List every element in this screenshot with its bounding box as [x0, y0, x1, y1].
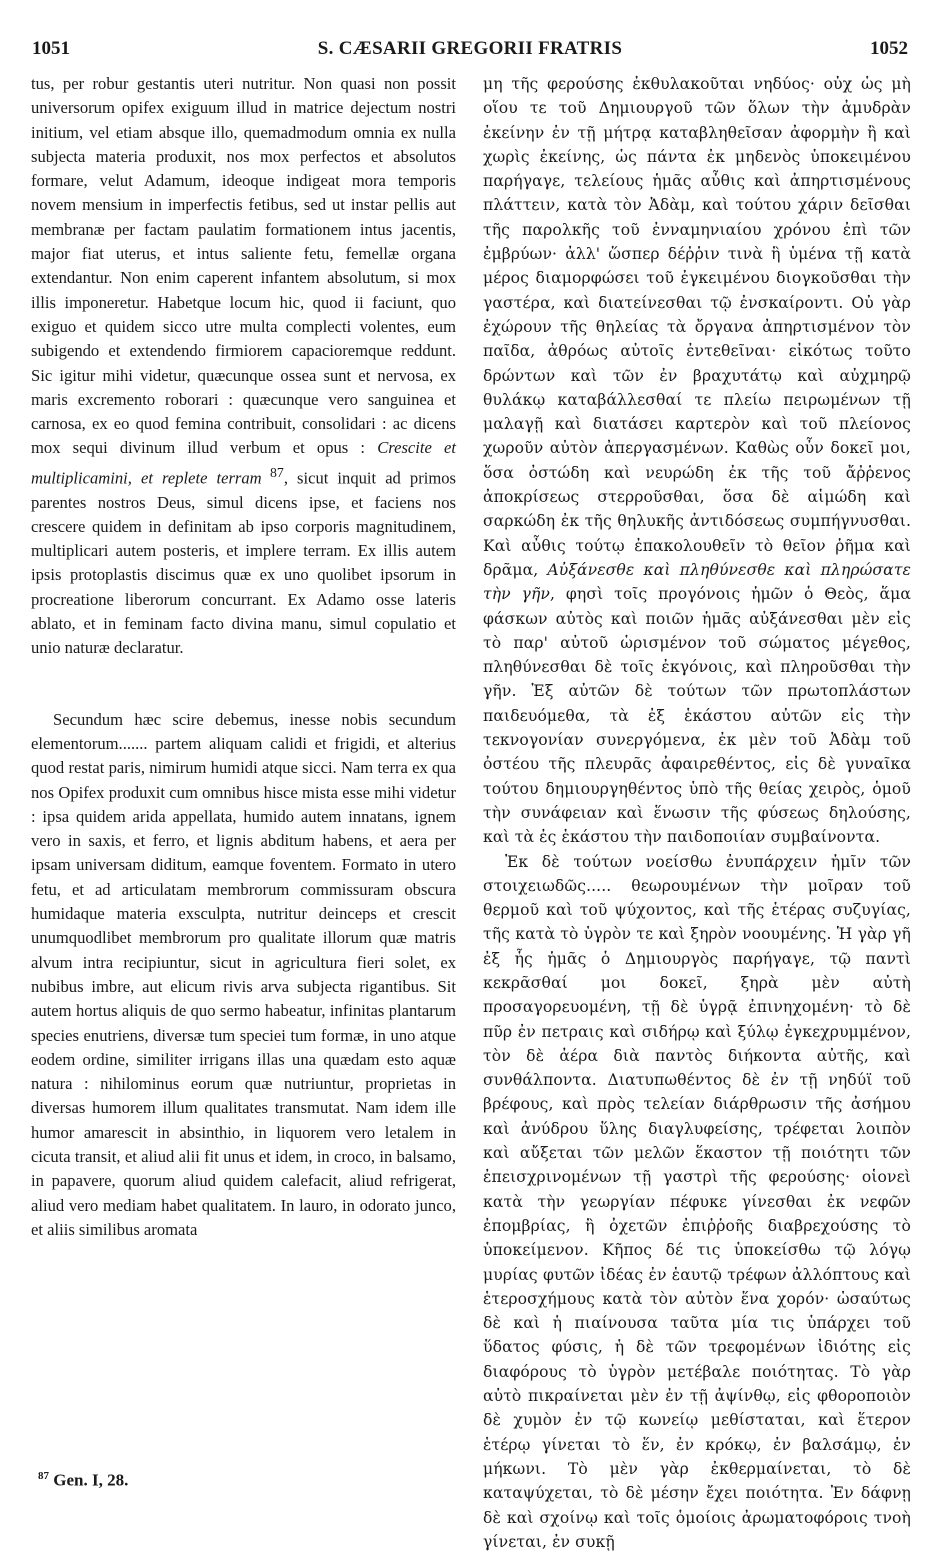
- greek-text: μη τῆς φερούσης ἐκθυλακοῦται νηδύος· οὐχ ὡς μὴ οἵου τε τοῦ Δημιουργοῦ τῶν ὅλων τὴν ἀμυδρὰν ἐκείνην ἐν τῇ μήτρᾳ καταβληθεῖσαν ἀφορμὴν ἢ καὶ χωρὶς ἐκείνης, ὡς πάντα ἐκ μηδενὸς ὑποκειμένου παρήγαγε, τελείους ἡμᾶς αὖθις καὶ ἀπηρτισμένους πλάττειν, κατὰ τὸν Ἀδὰμ, καὶ τούτου χάριν δεῖσθαι τῆς παρολκῆς τοῦ ἐνναμηνιαίου χρόνου ἐπὶ τῶν ἐμβρύων· ἀλλ' ὥσπερ δέῤῥιν τινὰ ἢ ὑμένα τῇ κατὰ μέρος διαμορφώσει τοῦ ἐγκειμένου διογκοῦσθαι τὴν γαστέρα, καὶ διατείνεσθαι τῷ ἐνσκαίροντι. Οὐ γὰρ ἐχώρουν τῆς θηλείας τὰ ὄργανα ἀπηρτισμένον τὸν παῖδα, ἀθρόως αὐτοῖς ἐντεθεῖναι· εἰκότως τοῦτο δρώντων καὶ τῶν ἐν βραχυτάτῳ καὶ αὐχμηρῷ θυλάκῳ καταβάλλεσθαί τε πλείω πειρωμένων τῇ μαλαγῇ καὶ διατάσει καρτερὸν καὶ τοῦ πλείονος χωροῦν αὐτὸν ἀπεργασμένων. Καθὼς οὖν δοκεῖ μοι, ὅσα ὀστώδη καὶ νευρώδη ἐκ τῆς τοῦ ἄῤῥενος ἀποκρίσεως στερροῦσθαι, ὅσα δὲ αἱμώδη καὶ σαρκώδη ἐκ τῆς θηλυκῆς ἀντιδόσεως συμπήγνυσθαι. Καὶ αὖθις τούτῳ ἐπακολουθεῖν τὸ θεῖον ῥῆμα καὶ δρᾶμα,: [483, 75, 911, 579]
- footnote-reference: 87: [262, 465, 284, 480]
- greek-paragraph-1: [483, 72, 911, 850]
- paragraph-gap: [31, 661, 456, 708]
- greek-column: [483, 72, 911, 1554]
- footnote-mark: 87: [38, 1470, 49, 1482]
- latin-column: [31, 72, 456, 1242]
- page-number-left: 1051: [32, 38, 70, 60]
- greek-paragraph-2: Ἐκ δὲ τούτων νοείσθω ἐνυπάρχειν ἡμῖν τῶν στοιχειωδῶς..... θεωρουμένων τὴν μοῖραν τοῦ θερμοῦ καὶ τοῦ ψύχοντος, καὶ τῆς ἑτέρας συζυγίας, τῆς κατὰ τὸ ὑγρὸν τε καὶ ξηρὸν νοουμένης. Ἡ γὰρ γῆ ἐξ ἧς ἡμᾶς ὁ Δημιουργὸς παρήγαγε, τῷ παντὶ κεκρᾶσθαί μοι δοκεῖ, ξηρὰ μὲν αὐτὴ προσαγορευομένη, τῇ δὲ ὑγρᾷ ἐπινηχομένη· τὸ δὲ πῦρ ἐν πετραις καὶ σιδήρῳ καὶ ξύλῳ ἐγκεχρυμμένον, τὸν δὲ ἀέρα διὰ παντὸς διήκοντα αὐτῆς, καὶ συνθάλποντα. Διατυπωθέντος δὲ ἐν τῇ νηδύϊ τοῦ βρέφους, καὶ πρὸς τελείαν διάρθρωσιν τῆς ἀσήμου καὶ ἀνύδρου ὕλης διαγλυφείσης, τρέφεται λοιπὸν καὶ αὔξεται τῶν μελῶν ἕκαστον τῇ ποιότητι τῶν ἐπεισχρινομένων τῇ γαστρὶ τῆς φερούσης· οἱονεὶ κατὰ τὴν γεωργίαν πέφυκε γίνεσθαι ἐκ νεφῶν ἐπομβρίας, ἢ ὀχετῶν ἐπιῤῥοῆς διαβρεχούσης τὸ ὑποκείμενον. Κῆπος δέ τις ὑποκείσθω τῷ λόγῳ μυρίας φυτῶν ἰδέας ἐν ἑαυτῷ τρέφων ἀλλόπτους καὶ ἑτεροσχήμους κατὰ τὸν αὐτὸν ἕνα χορόν· ὡσαύτως δὲ καὶ ἡ πιαίνουσα ταῦτα μία τις ὑπάρχει τοῦ ὕδατος φύσις, ἡ δὲ τῶν τρεφομένων ἰδιότης εἰς διαφόρους τὸ ὑγρὸν μετέβαλε ποιότητας. Τὸ γὰρ αὐτὸ πικραίνεται μὲν ἐν τῇ ἀψίνθῳ, εἰς φθοροποιὸν δὲ χυμὸν ἐν τῷ κωνείῳ μεθίσταται, καὶ ἕτερον ἑτέρῳ γίνεται τὸ ἕν, ἐν κρόκῳ, ἐν βαλσάμῳ, ἐν μήκωνι. Τὸ μὲν γὰρ ἐκθερμαίνεται, τὸ δὲ καταψύχεται, τὸ δὲ μέσην ἔχει ποιότητα. Ἐν δάφνῃ δὲ καὶ σχοίνῳ καὶ τοῖς ὁμοίοις ἀρωματοφόροις τνοὴ γίνεται, ἐν συκῇ: [483, 850, 911, 1554]
- latin-paragraph-1: [31, 72, 456, 661]
- latin-text-continued: , sicut inquit ad primos parentes nostros Deus, simul dicens ipse, et faciens nos crescere quidem in definitam ab ipso corporis magnitudinem, multiplicari autem posteris, et implere terram. Ex illis autem ipsis protoplastis discimus quæ ex uno quolibet ipsorum in procreatione liberorum concurrant. Ex Adamo osse lateris ablato, et in feminam facto divina manu, simul copulatio et unio naturæ declaratur.: [31, 468, 456, 657]
- greek-scripture-quote: Αὐξάνεσθε καὶ πληθύνεσθε καὶ πληρώσατε τὴν γῆν: [483, 561, 911, 603]
- page-number-right: 1052: [870, 38, 908, 60]
- latin-paragraph-2: Secundum hæc scire debemus, inesse nobis secundum elementorum....... partem aliquam calidi et frigidi, et alterius quod restat paris, nimirum humidi atque sicci. Nam terra ex qua nos Opifex produxit cum omnibus hisce mista esse mihi videtur : ipsa quidem arida appellata, humido autem innatans, ignem vero in saxis, et ferro, et lignis abditum habens, et aera per ipsam universam diditum, eamque foventem. Formato in utero fetu, et ad articulatam membrorum commissuram obscura humidaque materia exsculpta, nutritur deinceps et crescit unumquodlibet membrorum pro qualitate illorum quæ matris alvum intra recipiuntur, sicut in agricultura fieri solet, ex nubibus imbre, aut elicum rivis arva subjecta rigantibus. Sit autem hortus aliquis de quo sermo habeatur, infinitas plantarum species enutriens, diversæ tum speciei tum formæ, in uno atque eodem ordine, similiter irrigans illas una quædam esto aquæ natura : nihilominus eorum quæ nutriuntur, proprietas in diversas humorem illum qualitates transmutat. Nam idem ille humor amarescit in absinthio, in liquorem vero letalem in cicuta transit, et aliud alii fit unus et idem, in croco, in balsamo, in papavere, quorum aliud quidem calefacit, aliud refrigerat, aliud vero mediam habet qualitatem. In lauro, in odorato junco, et aliis similibus aromata: [31, 708, 456, 1243]
- latin-scripture-quote: Crescite et multiplicamini, et replete terram: [31, 438, 456, 487]
- running-header: [30, 38, 910, 68]
- latin-text: tus, per robur gestantis uteri nutritur. Non quasi non possit universorum opifex exiguum illud in matrice dejectum nostri initium, vel etiam absque illo, quemadmodum omnia ex nulla subjecta materia produxit, nos mox perfectos et absolutos formare, velut Adamum, ideoque indigeat mora temporis novem mensium in imperfectis fetibus, sed ut instar pellis aut membranæ per factam paulatim formationem intus jacentis, major fiat uterus, et intus saliente fetu, femellæ organa extendantur. Non enim caperent infantem absolutum, si mox illis imponeretur. Habetque locum hic, quod ii faciunt, quo exiguo et quidem sicco utre multa complecti volentes, eum subigendo et extendendo firmiorem capacioremque reddunt. Sic igitur mihi videtur, quæcunque ossea sunt et nervosa, ex maris excremento roborari : quæcunque vero sanguinea et carnosa, ex eo quod femina contribuit, consolidari : ac dicens mox sequi divinum illud verbum et opus :: [31, 74, 456, 457]
- greek-text-continued: , φησὶ τοῖς προγόνοις ἡμῶν ὁ Θεὸς, ἅμα φάσκων αὐτὸς καὶ ποιῶν ἡμᾶς αὐξάνεσθαι μὲν εἰς τὸ παρ' αὐτοῦ ὡρισμένον τοῦ σώματος μέγεθος, πληθύνεσθαι δὲ τοῖς ἐκγόνοις, καὶ πληροῦσθαι τὴν γῆν. Ἐξ αὐτῶν δὲ τούτων τῶν πρωτοπλάστων παιδευόμεθα, τὰ ἐξ ἑκάστου αὐτῶν εἰς τὴν τεκνογονίαν συνεργόμενα, ἐκ μὲν τοῦ Ἀδὰμ τοῦ ὀστέου τῆς πλευρᾶς ἀφαιρεθέντος, εἰς δὲ γυναῖκα τούτου δημιουργηθέντος ὑπὸ τῆς θείας χειρὸς, ὁμοῦ τὴν συνάφειαν καὶ ἕνωσιν τῆς φύσεως δηλούσης, καὶ τὰ ἐς ἑκάστου τὴν παιδοποιίαν συμβαίνοντα.: [483, 585, 911, 846]
- footnote-text: Gen. I, 28.: [49, 1471, 128, 1490]
- running-title: S. CÆSARII GREGORII FRATRIS: [30, 38, 910, 60]
- footnote: [38, 1470, 128, 1491]
